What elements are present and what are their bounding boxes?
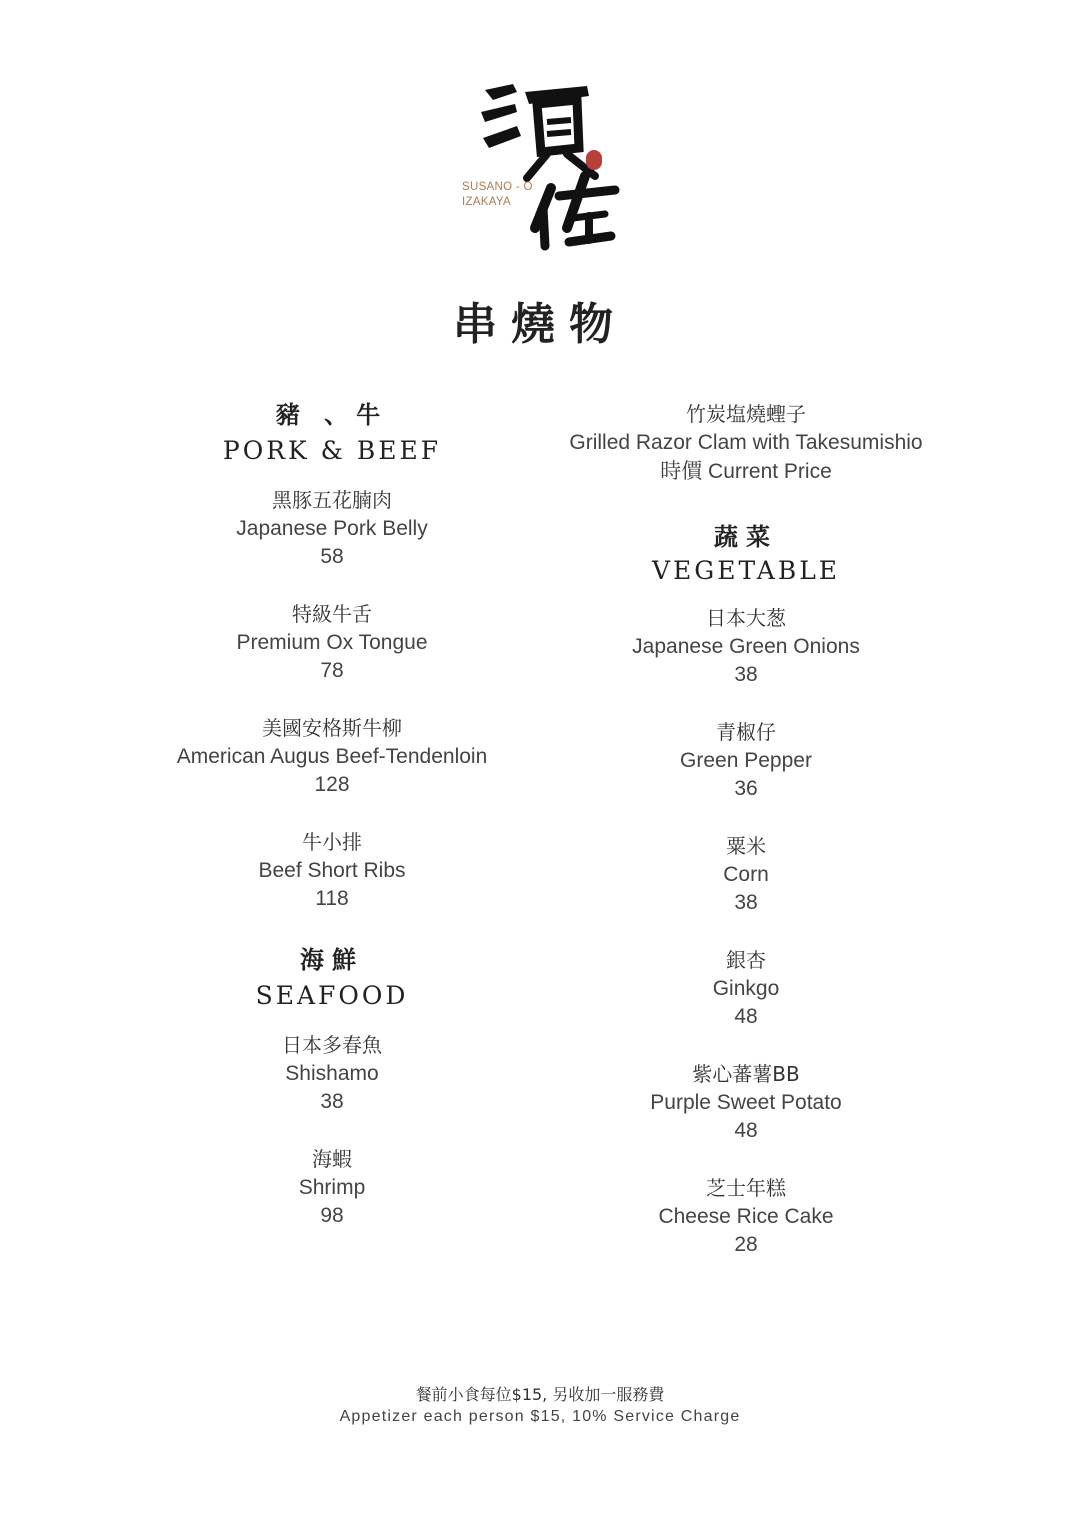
brand-name-line2: IZAKAYA (462, 196, 511, 208)
menu-item (530, 946, 962, 1031)
menu-item (132, 1031, 532, 1116)
section-title-en: VEGETABLE (651, 556, 841, 585)
section-seafood (132, 945, 532, 1230)
item-name-zh: 牛小排 (302, 830, 362, 854)
item-price: 118 (315, 887, 349, 910)
section-title-zh: 蔬菜 (714, 522, 778, 551)
footer-note (0, 1384, 1080, 1428)
brand-name-line1: SUSANO - O (462, 181, 533, 193)
item-price: 48 (734, 1005, 758, 1028)
item-price: 28 (734, 1233, 758, 1256)
menu-item-razor-clam (530, 400, 962, 486)
item-price: 98 (320, 1204, 344, 1227)
footer-note-en: Appetizer each person $15, 10% Service Charge (339, 1408, 741, 1425)
item-name-zh: 粟米 (726, 834, 766, 858)
menu-item (132, 486, 532, 571)
item-name-en: Shishamo (285, 1062, 379, 1085)
menu-item (132, 828, 532, 913)
item-price: 38 (734, 663, 758, 686)
item-name-en: Corn (723, 863, 769, 886)
item-name-en: Japanese Pork Belly (236, 517, 428, 540)
menu-item (132, 1145, 532, 1230)
menu-item (530, 718, 962, 803)
item-name-en: Shrimp (298, 1176, 366, 1199)
menu-item (530, 1174, 962, 1259)
item-name-en: Grilled Razor Clam with Takesumishio (569, 431, 923, 454)
brand-logo (455, 78, 630, 258)
item-name-zh: 海蝦 (312, 1147, 352, 1171)
item-price: 58 (320, 545, 344, 568)
brand-name-en (462, 180, 533, 210)
item-name-en: Cheese Rice Cake (658, 1205, 834, 1228)
item-name-zh: 竹炭塩燒蟶子 (686, 402, 806, 426)
item-price: 48 (734, 1119, 758, 1142)
item-name-en: Ginkgo (712, 977, 780, 1000)
item-price: 128 (314, 773, 350, 796)
menu-item (132, 714, 532, 799)
item-name-zh: 銀杏 (726, 948, 766, 972)
item-name-en: Japanese Green Onions (632, 635, 860, 658)
item-name-zh: 日本多春魚 (282, 1033, 382, 1057)
page-title: 串燒物 (453, 299, 627, 350)
item-name-en: Premium Ox Tongue (236, 631, 428, 654)
item-price: 78 (320, 659, 344, 682)
item-price: 36 (734, 777, 758, 800)
menu-item (530, 1060, 962, 1145)
item-name-en: American Augus Beef-Tendenloin (176, 745, 488, 768)
item-name-zh: 特級牛舌 (292, 602, 372, 626)
section-title-zh: 海鮮 (300, 945, 364, 974)
menu-item (132, 600, 532, 685)
item-name-zh: 青椒仔 (716, 720, 776, 744)
left-column (132, 400, 532, 1230)
item-name-en: Green Pepper (680, 749, 812, 772)
menu-item (530, 604, 962, 689)
section-vegetable (530, 522, 962, 1259)
red-seal-icon (586, 150, 602, 170)
item-name-zh: 芝士年糕 (706, 1176, 786, 1200)
footer-note-zh: 餐前小食每位$15, 另收加一服務費 (415, 1385, 665, 1404)
item-name-en: Beef Short Ribs (258, 859, 406, 882)
item-price: 38 (734, 891, 758, 914)
item-name-en: Purple Sweet Potato (650, 1091, 842, 1114)
item-name-zh: 黑豚五花腩肉 (272, 488, 392, 512)
right-column (530, 400, 962, 1259)
section-title-zh: 豬 、牛 (275, 400, 389, 429)
menu-item (530, 832, 962, 917)
section-pork-beef (132, 400, 532, 913)
item-price: 時價 Current Price (660, 460, 832, 483)
item-name-zh: 紫心蕃薯BB (692, 1062, 800, 1086)
section-title-en: PORK & BEEF (222, 436, 442, 465)
calligraphy-logo-icon (455, 78, 630, 258)
item-name-zh: 日本大葱 (706, 606, 786, 630)
item-price: 38 (320, 1090, 344, 1113)
item-name-zh: 美國安格斯牛柳 (262, 716, 402, 740)
section-title-en: SEAFOOD (255, 981, 409, 1010)
